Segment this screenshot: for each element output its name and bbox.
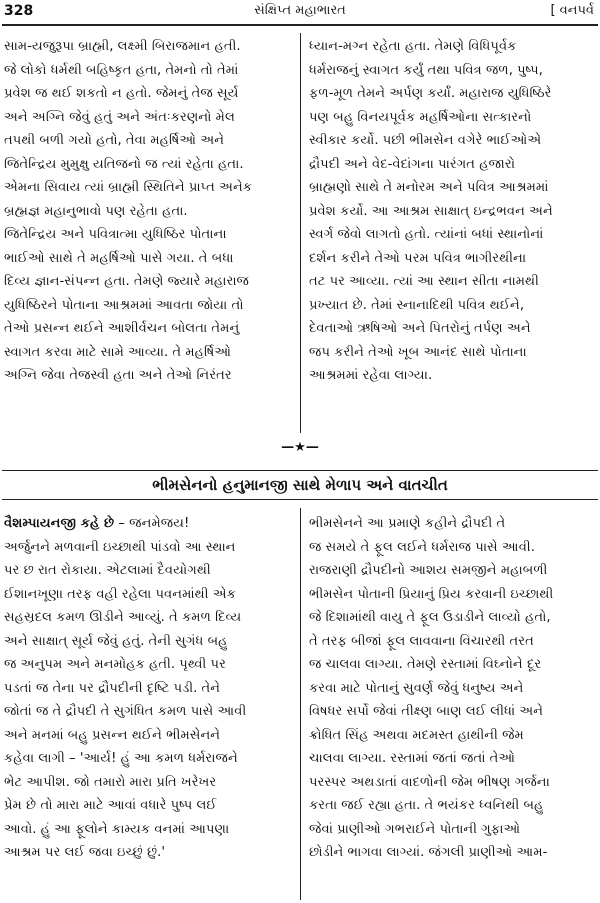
text-line: ફળ-મૂળ તેમને અર્પણ કર્યાં. મહારાજ યુધિષ્ઠિરે: [309, 86, 552, 101]
text-line: પ્રવેશ કર્યો. આ આશ્રમ સાક્ષાત્ ઇન્દ્રભવન અને: [309, 203, 553, 219]
text-line: ઈશાનખૂણા તરફ વહી રહેલા પવનમાંથી એક: [4, 586, 236, 602]
text-line: ભીમસેનને આ પ્રમાણે કહીને દ્રૌપદી તે: [309, 516, 506, 531]
text-line: પર છ રાત રોકાયા. એટલામાં દૈવયોગથી: [4, 563, 211, 578]
text-line: રાજરાણી દ્રૌપદીનો આશય સમજીને મહાબળી: [309, 563, 548, 578]
text-line: આશ્રમમાં રહેવા લાગ્યા.: [309, 368, 433, 383]
text-line: જ ચાલવા લાગ્યા. તેમણે રસ્તામાં વિઘ્નોને દૂર: [309, 657, 542, 672]
text-line: પણ બહુ વિનયપૂર્વક મહર્ષિઓના સત્કારનો: [309, 109, 532, 125]
column-divider: [300, 508, 301, 900]
section-separator: —★—: [281, 440, 319, 455]
text-line: પડતાં જ તેના પર દ્રૌપદીની દૃષ્ટિ પડી. તેને: [4, 680, 221, 696]
text-line: આવો. હું આ ફૂલોને કામ્યક વનમાં આપણા: [4, 821, 230, 837]
text-line: સામ-યજુરૂપા બ્રાહ્મી, લક્ષ્મી બિરાજમાન હતી.: [4, 39, 241, 54]
text-line: કરવા માટે પોતાનું સુવર્ણ જેવું ધનુષ્ય અને: [309, 680, 524, 696]
text-line: બ્રહ્મજ્ઞ મહાનુભાવો પણ રહેતા હતા.: [4, 203, 188, 219]
text-line: જ અનુપમ અને મનમોહક હતી. પૃથ્વી પર: [4, 657, 226, 672]
text-line: અને સાક્ષાત્ સૂર્ય જેવું હતું. તેની સુગંધ બહુ: [4, 633, 228, 649]
text-line: આશ્રમ પર લઈ જવા ઇચ્છું છું.': [4, 845, 165, 860]
text-line: દિવ્ય જ્ઞાન-સંપન્ન હતા. તેમણે જ્યારે મહારાજ: [4, 274, 250, 289]
text-line: અને અગ્નિ જેવું હતું અને અંતઃકરણનો મેલ: [4, 109, 235, 125]
text-line: સ્વર્ગ જેવો લાગતો હતો. ત્યાંનાં બધાં સ્થાનોનાં: [309, 227, 544, 242]
text-line: સ્વીકાર કર્યો. પછી ભીમસેન વગેરે ભાઈઓએ: [309, 133, 542, 148]
text-line: પરસ્પર અથડાતાં વાદળોની જેમ ભીષણ ગર્જના: [309, 774, 550, 790]
header-rule: [2, 24, 598, 26]
text-line: તપથી બળી ગયો હતો, તેવા મહર્ષિઓ અને: [4, 133, 225, 148]
lead-continuation: – જનમેજય!: [114, 516, 190, 531]
text-line: ભાઈઓ સાથે તે મહર્ષિઓ પાસે ગયા. તે બધા: [4, 250, 234, 266]
text-line: જોતાં જ તે દ્રૌપદી તે સુગંધિત કમળ પાસે આવી: [4, 704, 247, 719]
text-line: જિતેન્દ્રિય અને પવિત્રાત્મા યુધિષ્ઠિર પોતાના: [4, 227, 227, 242]
text-line: અર્જુનને મળવાની ઇચ્છાથી પાંડવો આ સ્થાન: [4, 539, 236, 555]
text-line: અગ્નિ જેવા તેજસ્વી હતા અને તેઓ નિરંતર: [4, 368, 232, 383]
top-right-column: [309, 35, 597, 388]
page-number: 328: [4, 3, 34, 19]
text-line: એમના સિવાય ત્યાં બ્રાહ્મી સ્થિતિને પ્રાપ્ત અનેક: [4, 180, 253, 195]
section-name: [ વનપર્વ: [550, 3, 594, 18]
text-line: બ્રાહ્મણો સાથે તે મનોરમ અને પવિત્ર આશ્રમમાં: [309, 180, 549, 195]
text-line: જ સમયે તે ફૂલ લઈને ધર્મરાજ પાસે આવી.: [309, 539, 535, 555]
chapter-title: ભીમસેનનો હનુમાનજી સાથે મેળાપ અને વાતચીત: [2, 470, 598, 500]
speaker-lead: વૈશમ્પાયનજી કહે છે: [4, 516, 115, 531]
text-line: ધર્મરાજનું સ્વાગત કર્યું તથા પવિત્ર જળ, પુષ્પ,: [309, 62, 543, 78]
running-title: સંક્ષિપ્ત મહાભારત: [254, 3, 346, 18]
text-line: જે લોકો ધર્મથી બહિષ્કૃત હતા, તેમનો તો તેમાં: [4, 62, 239, 78]
text-line: દ્રૌપદી અને વેદ-વેદાંગના પારંગત હજારો: [309, 156, 516, 172]
text-line: ભેટ આપીશ. જો તમારો મારા પ્રતિ ખરેખર: [4, 774, 217, 790]
text-line: કરતા જઈ રહ્યા હતા. તે ભયંકર ધ્વનિથી બહુ: [309, 798, 544, 813]
text-line: ભીમસેન પોતાની પ્રિયાનું પ્રિય કરવાની ઇચ્છાથી: [309, 586, 554, 602]
page-header: [0, 0, 600, 26]
text-line: ક્રોધિત સિંહ અથવા મદમસ્ત હાથીની જેમ: [309, 727, 524, 743]
bottom-right-column: [309, 512, 597, 865]
text-line: તેઓ પ્રસન્ન થઈને આશીર્વચન બોલતા તેમનું: [4, 321, 240, 336]
text-line: પ્રેમ છે તો મારા માટે આવાં વધારે પુષ્પ લઈ: [4, 798, 217, 813]
text-line: તટ પર આવ્યા. ત્યાં આ સ્થાન સીતા નામથી: [309, 274, 539, 289]
top-left-column: [4, 35, 292, 388]
text-line: સહસ્રદલ કમળ ઊડીને આવ્યું. તે કમળ દિવ્ય: [4, 610, 242, 625]
text-line: [4, 512, 292, 536]
text-line: ધ્યાન-મગ્ન રહેતા હતા. તેમણે વિધિપૂર્વક: [309, 39, 517, 54]
text-line: જે દિશામાંથી વાયુ તે ફૂલ ઉડાડીને લાવ્યો હતો,: [309, 610, 551, 625]
text-line: ચાલવા લાગ્યા. રસ્તામાં જતાં જતાં તેઓ: [309, 751, 516, 766]
text-line: જિતેન્દ્રિય મુમુક્ષુ યતિજનો જ ત્યાં રહેતા હતા.: [4, 156, 244, 172]
text-line: જેવાં પ્રાણીઓ ગભરાઈને પોતાની ગુફાઓ: [309, 821, 521, 837]
text-line: દર્શન કરીને તેઓ પરમ પવિત્ર ભાગીરથીના: [309, 250, 527, 266]
text-line: પ્રવેશ જ થઈ શકતો ન હતો. જેમનું તેજ સૂર્ય: [4, 86, 239, 101]
text-line: છોડીને ભાગવા લાગ્યાં. જંગલી પ્રાણીઓ આમ-: [309, 845, 548, 860]
bottom-left-column: [4, 512, 292, 865]
column-divider: [300, 33, 301, 433]
text-line: સ્વાગત કરવા માટે સામે આવ્યા. તે મહર્ષિઓ: [4, 344, 232, 360]
text-line: દેવતાઓ ઋષિઓ અને પિતરોનું તર્પણ અને: [309, 321, 531, 336]
text-line: જપ કરીને તેઓ ખૂબ આનંદ સાથે પોતાના: [309, 344, 527, 360]
text-line: વિષધર સર્પો જેવાં તીક્ષ્ણ બાણ લઈ લીધાં અને: [309, 704, 544, 719]
text-line: કહેવા લાગી – 'આર્ય! હું આ કમળ ધર્મરાજને: [4, 751, 238, 766]
text-line: પ્રખ્યાત છે. તેમાં સ્નાનાદિથી પવિત્ર થઈને,: [309, 297, 525, 313]
text-line: અને મનમાં બહુ પ્રસન્ન થઈને ભીમસેનને: [4, 727, 221, 743]
text-line: તે તરફ બીજાં ફૂલ લાવવાના વિચારથી તરત: [309, 633, 534, 649]
text-line: યુધિષ્ઠિરને પોતાના આશ્રમમાં આવતા જોયા તો: [4, 297, 244, 313]
